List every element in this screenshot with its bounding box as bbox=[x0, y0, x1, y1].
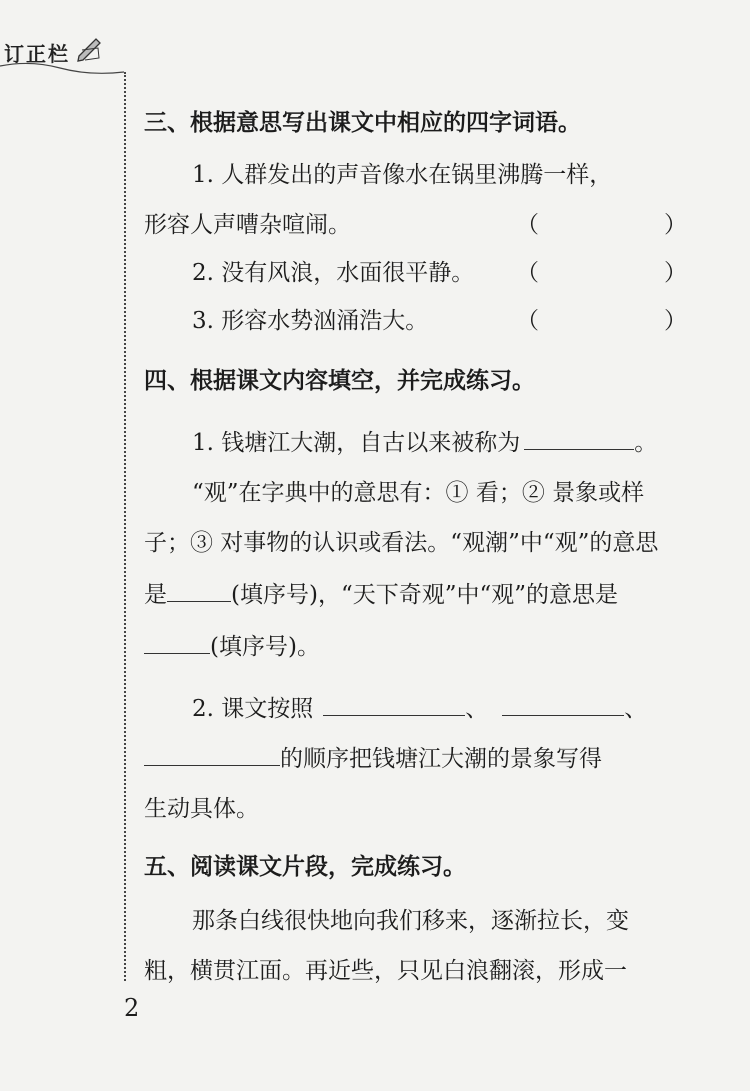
s4-q2-sep2: 、 bbox=[624, 696, 648, 722]
answer-paren-open: （ bbox=[516, 260, 539, 286]
s3-q2-row bbox=[192, 248, 687, 298]
pencil-paper-icon bbox=[76, 34, 104, 62]
guan-line4 bbox=[144, 622, 320, 672]
s4-q2-row bbox=[192, 684, 647, 734]
s4-q1-text: 1. 钱塘江大潮，自古以来被称为 bbox=[192, 430, 521, 456]
answer-paren-open: （ bbox=[516, 212, 539, 238]
s4-q1-end: 。 bbox=[634, 430, 658, 456]
answer-blank[interactable] bbox=[323, 691, 465, 716]
section-3-title: 三、根据意思写出课文中相应的四字词语。 bbox=[144, 110, 581, 136]
guan-line2: 子；③ 对事物的认识或看法。“观潮”中“观”的意思 bbox=[144, 530, 659, 556]
answer-blank[interactable] bbox=[144, 741, 280, 766]
answer-paren-close: ） bbox=[664, 260, 687, 286]
guan-line3-start: 是 bbox=[144, 582, 167, 608]
s4-q1-row bbox=[192, 418, 657, 468]
s3-q3-row bbox=[192, 296, 687, 346]
passage-line2: 粗，横贯江面。再近些，只见白浪翻滚，形成一 bbox=[144, 958, 627, 984]
s3-q2-text: 2. 没有风浪，水面很平静。 bbox=[192, 260, 475, 286]
answer-blank[interactable] bbox=[502, 691, 624, 716]
margin-divider bbox=[124, 72, 126, 981]
guan-line3-end: (填序号)，“天下奇观”中“观”的意思是 bbox=[231, 582, 618, 608]
correction-column-label: 订正栏 bbox=[4, 42, 70, 66]
s4-q2-line3: 生动具体。 bbox=[144, 796, 259, 822]
s4-q2-line2 bbox=[144, 734, 602, 784]
guan-line3 bbox=[144, 570, 618, 620]
answer-blank[interactable] bbox=[167, 577, 231, 602]
section-4-title: 四、根据课文内容填空，并完成练习。 bbox=[144, 368, 535, 394]
answer-paren-close: ） bbox=[664, 212, 687, 238]
answer-paren-open: （ bbox=[516, 308, 539, 334]
answer-blank[interactable] bbox=[524, 425, 634, 450]
s3-q3-text: 3. 形容水势汹涌浩大。 bbox=[192, 308, 429, 334]
passage-line1: 那条白线很快地向我们移来，逐渐拉长，变 bbox=[192, 908, 629, 934]
answer-paren-close: ） bbox=[664, 308, 687, 334]
s4-q2-sep1: 、 bbox=[465, 696, 489, 722]
s3-q1-line2: 形容人声嘈杂喧闹。 bbox=[144, 212, 351, 238]
page-number: 2 bbox=[124, 994, 140, 1022]
answer-blank[interactable] bbox=[144, 629, 210, 654]
guan-line1: “观”在字典中的意思有：① 看；② 景象或样 bbox=[192, 480, 645, 506]
s4-q2-text: 2. 课文按照 bbox=[192, 696, 314, 722]
guan-line4-text: (填序号)。 bbox=[210, 634, 320, 660]
s3-q1-row bbox=[144, 200, 687, 250]
margin-wave-line bbox=[0, 60, 124, 80]
s3-q1-line1: 1. 人群发出的声音像水在锅里沸腾一样， bbox=[192, 162, 613, 188]
section-5-title: 五、阅读课文片段，完成练习。 bbox=[144, 854, 466, 880]
s4-q2-line2-text: 的顺序把钱塘江大潮的景象写得 bbox=[280, 746, 602, 772]
